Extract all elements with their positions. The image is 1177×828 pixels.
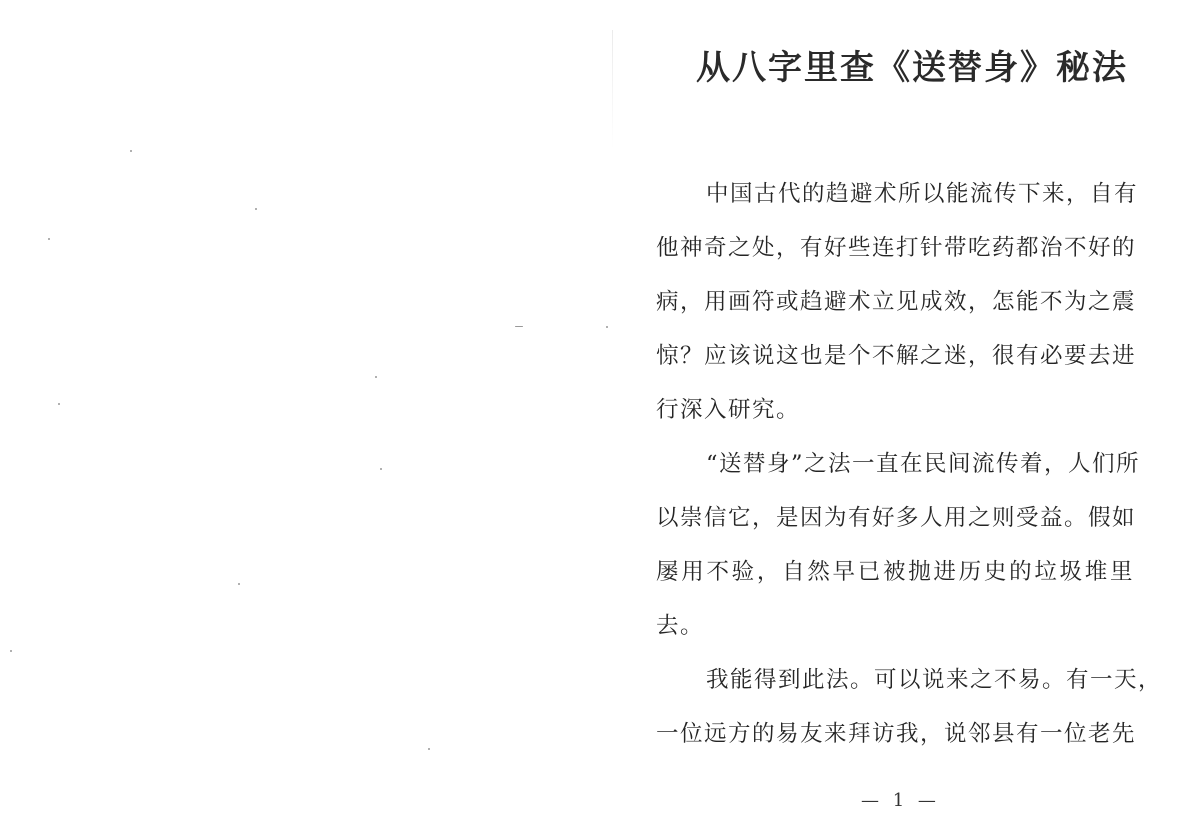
scan-speck	[380, 468, 382, 470]
body-text	[656, 170, 1163, 764]
scan-speck	[375, 376, 377, 378]
text-line: 一位远方的易友来拜访我，说邻县有一位老先	[656, 721, 1137, 747]
text-line: 病，用画符或趋避术立见成效，怎能不为之震	[656, 289, 1137, 315]
scan-speck	[48, 238, 50, 240]
scan-speck	[10, 650, 12, 652]
scan-speck	[515, 326, 523, 327]
text-line: 以崇信它，是因为有好多人用之则受益。假如	[656, 505, 1137, 531]
page-fold	[612, 30, 613, 150]
text-line: 他神奇之处，有好些连打针带吃药都治不好的	[656, 235, 1137, 261]
chapter-title: 从八字里查《送替身》秘法	[696, 48, 1128, 88]
scan-speck	[428, 748, 430, 750]
text-line: 我能得到此法。可以说来之不易。有一天，	[706, 667, 1163, 693]
text-page	[656, 0, 1163, 828]
page-number: — 1 —	[861, 790, 940, 811]
scan-speck	[606, 326, 608, 328]
text-line: 行深入研究。	[656, 397, 801, 423]
scan-speck	[255, 208, 257, 210]
scan-speck	[238, 583, 240, 585]
text-line: “送替身”之法一直在民间流传着，人们所	[706, 451, 1141, 477]
scan-speck	[130, 150, 132, 152]
scan-speck	[58, 403, 60, 405]
text-line: 屡用不验，自然早已被抛进历史的垃圾堆里	[656, 559, 1134, 585]
text-line: 去。	[656, 613, 705, 639]
text-line: 中国古代的趋避术所以能流传下来，自有	[706, 181, 1139, 207]
text-line: 惊？应该说这也是个不解之迷，很有必要去进	[656, 343, 1137, 369]
